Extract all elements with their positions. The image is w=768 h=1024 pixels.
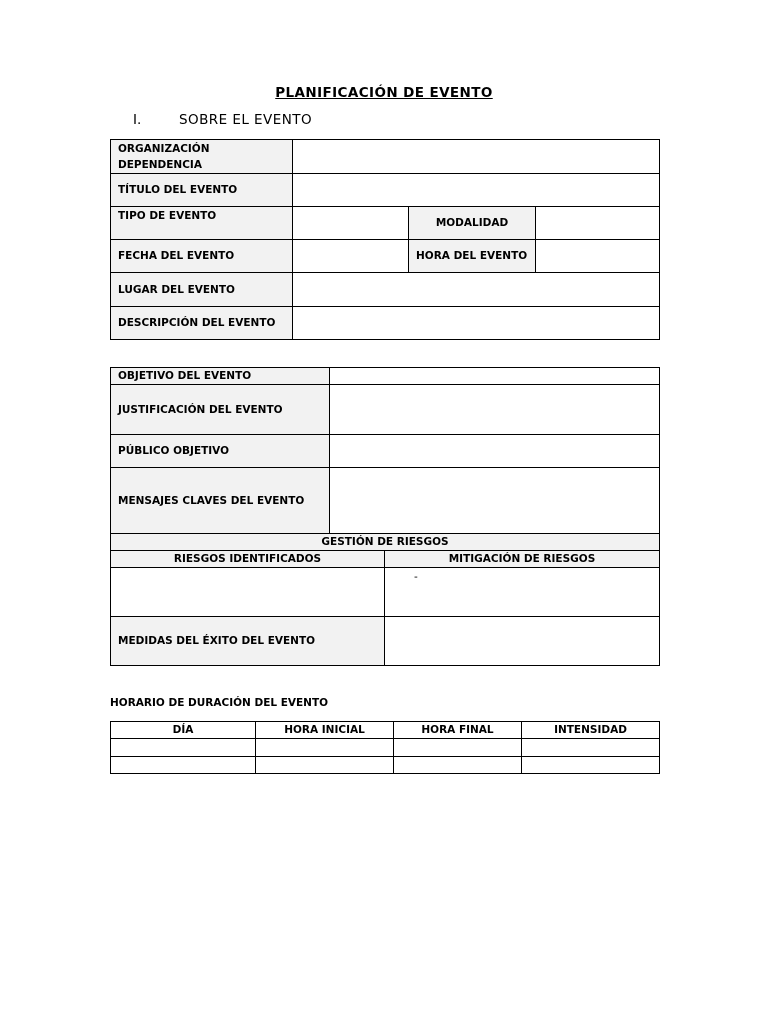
success-measures-row [111,617,660,666]
column-header-day: DÍA [111,722,256,739]
schedule-cell [394,757,522,774]
organization-value [293,140,660,174]
event-type-label: TIPO DE EVENTO [111,207,293,240]
key-messages-row [111,468,660,534]
event-description-value [293,307,660,340]
risk-content-row [111,568,660,617]
event-type-value [293,207,409,240]
section-title: SOBRE EL EVENTO [179,112,313,128]
event-title-value [293,174,660,207]
risk-mitigation-value: - [385,568,660,617]
event-date-row [111,240,660,273]
objective-row [111,368,660,385]
section-number: I. [133,112,142,128]
event-description-label: DESCRIPCIÓN DEL EVENTO [111,307,293,340]
organization-label: ORGANIZACIÓN DEPENDENCIA [111,140,293,174]
objective-value [330,368,660,385]
event-place-value [293,273,660,307]
event-date-label: FECHA DEL EVENTO [111,240,293,273]
modality-label: MODALIDAD [409,207,536,240]
audience-label: PÚBLICO OBJETIVO [111,435,330,468]
schedule-cell [111,739,256,757]
risk-mitigation-header: MITIGACIÓN DE RIESGOS [385,551,660,568]
event-place-row [111,273,660,307]
key-messages-label: MENSAJES CLAVES DEL EVENTO [111,468,330,534]
justification-row [111,385,660,435]
risk-section-row [111,534,660,551]
audience-row [111,435,660,468]
table-row [111,757,660,774]
schedule-cell [522,757,660,774]
event-title-label: TÍTULO DEL EVENTO [111,174,293,207]
organization-row [111,140,660,174]
risks-identified-value [111,568,385,617]
event-description-row [111,307,660,340]
schedule-header-row [111,722,660,739]
event-time-value [536,240,660,273]
key-messages-value [330,468,660,534]
event-time-label: HORA DEL EVENTO [409,240,536,273]
schedule-cell [522,739,660,757]
column-header-start-time: HORA INICIAL [256,722,394,739]
table-row [111,739,660,757]
schedule-cell [256,739,394,757]
schedule-table [110,721,660,774]
risk-header-row [111,551,660,568]
audience-value [330,435,660,468]
column-header-intensity: INTENSIDAD [522,722,660,739]
document-title: PLANIFICACIÓN DE EVENTO [275,85,493,101]
schedule-cell [256,757,394,774]
event-title-row [111,174,660,207]
event-place-label: LUGAR DEL EVENTO [111,273,293,307]
event-details-table [110,367,660,666]
schedule-cell [111,757,256,774]
risks-identified-header: RIESGOS IDENTIFICADOS [111,551,385,568]
event-date-value [293,240,409,273]
event-type-row [111,207,660,240]
objective-label: OBJETIVO DEL EVENTO [111,368,330,385]
schedule-cell [394,739,522,757]
risk-section-title: GESTIÓN DE RIESGOS [111,534,660,551]
justification-value [330,385,660,435]
modality-value [536,207,660,240]
schedule-heading: HORARIO DE DURACIÓN DEL EVENTO [110,697,329,709]
success-measures-value [385,617,660,666]
justification-label: JUSTIFICACIÓN DEL EVENTO [111,385,330,435]
success-measures-label: MEDIDAS DEL ÉXITO DEL EVENTO [111,617,385,666]
event-info-table [110,139,660,340]
column-header-end-time: HORA FINAL [394,722,522,739]
